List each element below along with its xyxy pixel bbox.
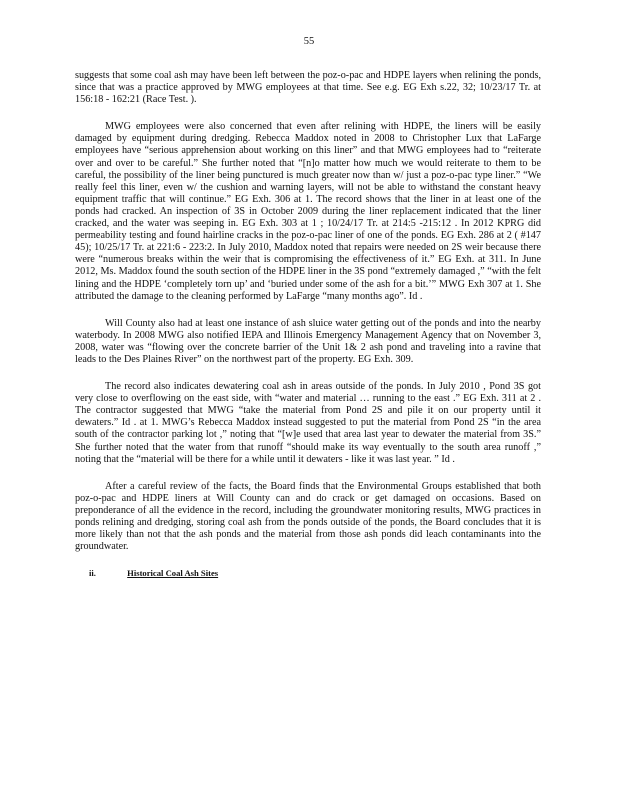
section-heading-title: Historical Coal Ash Sites <box>127 568 219 579</box>
paragraph-continuation: suggests that some coal ash may have been left between the poz-o-pac and HDPE layers when relining the ponds, since that was a practice approved by MWG employees at that time. See e.g. EG Exh s.22, 32; 10/23/17 Tr. at 156:18 - 162:21 (Race Test. ). <box>75 70 541 106</box>
document-body <box>75 70 541 578</box>
section-heading-number: ii. <box>89 568 96 579</box>
page-number: 55 <box>303 36 315 47</box>
paragraph-ash-sluice: Will County also had at least one instance of ash sluice water getting out of the ponds and into the nearby waterbody. In 2008 MWG also notified IEPA and Illinois Emergency Management Agency that on November 3, 2008, water was “flowing over the concrete barrier of the Unit 1& 2 ash pond and traveling into a ravine that leads to the Des Plaines River” on the northwest part of the property. EG Exh. 309. <box>75 317 541 365</box>
paragraph-board-finding: After a careful review of the facts, the Board finds that the Environmental Groups established that both poz-o-pac and HDPE liners at Will County can and do crack or get damaged on occasions. Based on preponderance of all the evidence in the record, including the groundwater monitoring results, MWG practices in ponds relining and dredging, storing coal ash from the ponds outside of the ponds, the Board concludes that it is more likely than not that the ash ponds and the material from those ash ponds did leach contaminants into the groundwater. <box>75 480 541 553</box>
paragraph-dewatering: The record also indicates dewatering coal ash in areas outside of the ponds. In July 2010 , Pond 3S got very close to overflowing on the east side, with “water and material … running to the east .” EG Exh. 311 at 2 . The contractor suggested that MWG “take the material from Pond 2S and pile it on our property until it dewaters.” Id . at 1. MWG’s Rebecca Maddox instead suggested to put the material from Pond 2S “in the area south of the contractor parking lot ,” noting that “[w]e used that area last year to dewater the material from 3S.” She further noted that the water from that runoff “should make its way eventually to the south area runoff ,” noting that the “material will be there for a while until it dewaters - like it was last year. ” Id . <box>75 381 541 465</box>
paragraph-liner-damage: MWG employees were also concerned that even after relining with HDPE, the liners will be easily damaged by equipment during dredging. Rebecca Maddox noted in 2008 to Christopher Lux that LaFarge employees have “serious apprehension about working on this liner” and that MWG employees had to “reiterate over and over to be careful.” She further noted that “[n]o matter how much we would reiterate to them to be careful, the possibility of the liner being punctured is much greater now than w/ just a poz-o-pac type liner.” “We really feel this liner, even w/ the cushion and warning layers, will not be able to withstand the constant heavy equipment traffic that will continue.” EG Exh. 306 at 1. The record shows that the liner in at least one of the ponds had cracked. An inspection of 3S in October 2009 during the liner replacement indicated that the liner cracked, and the water was seeping in. EG Exh. 303 at 1 ; 10/24/17 Tr. at 214:5 -215:12 . In 2012 KPRG did permeability testing and found hairline cracks in the poz-o-pac liner of one of the ponds. EG Exh. 286 at 2 ( #147 45); 10/25/17 Tr. at 221:6 - 223:2. In July 2010, Maddox noted that repairs were needed on 2S weir because there were “numerous breaks within the weir that is compromising the effectiveness of it.” EG Exh. at 311. In June 2012, Ms. Maddox found the south section of the HDPE liner in the 3S pond “extremely damaged ,” “with the felt lining and the HDPE ‘completely torn up’ and ‘buried under some of the ash for a bit.’” MWG Exh 307 at 1. She attributed the damage to the cleaning performed by LaFarge “many months ago”. Id . <box>75 121 541 302</box>
section-heading <box>75 568 541 578</box>
